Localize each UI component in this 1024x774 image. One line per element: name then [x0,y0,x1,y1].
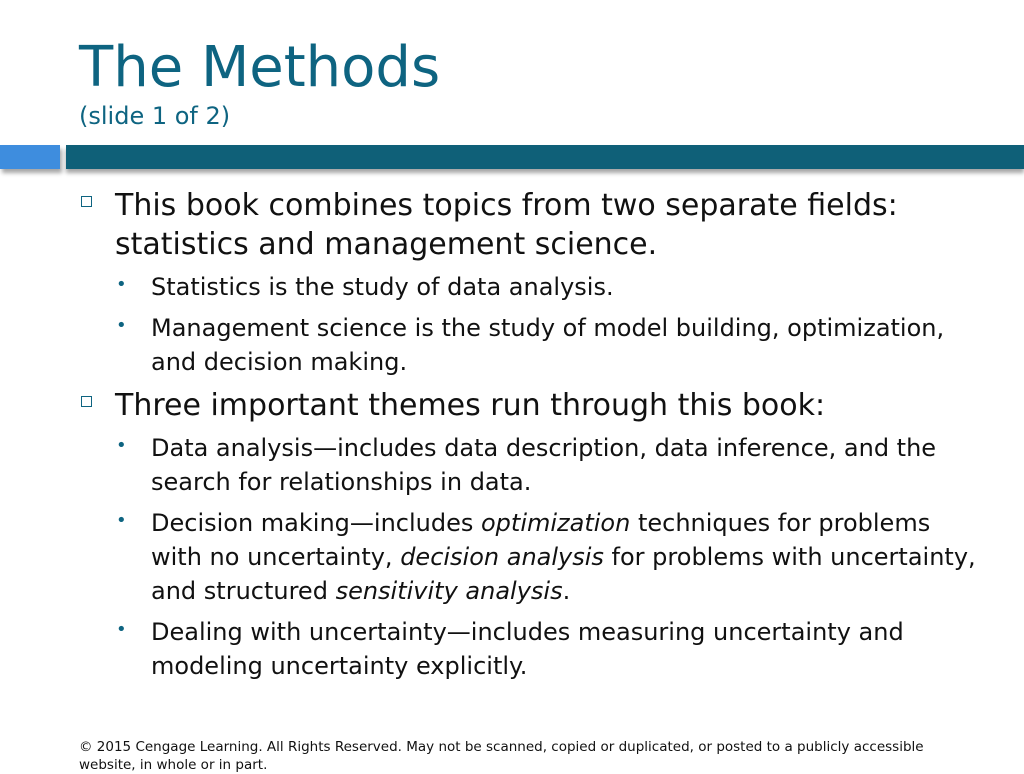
dot-bullet-icon: • [116,510,127,531]
bullet-text: Dealing with uncertainty—includes measuring uncertainty and modeling uncertainty explicitly. [151,618,904,680]
bullet-text: Data analysis—includes data description, data inference, and the search for relationships in data. [151,434,937,496]
bullet-text-italic: sensitivity analysis [335,577,563,605]
bullet-text: This book combines topics from two separate fields: statistics and management science. [115,188,898,262]
bullet-text-part: for problems with uncertainty, and structured [151,543,976,605]
bullet-level1 [79,386,979,425]
dot-bullet-icon: • [116,274,127,295]
dot-bullet-icon: • [116,315,127,336]
square-bullet-icon [81,196,92,207]
bullet-level2 [116,311,979,379]
bullet-text: Three important themes run through this book: [115,388,826,423]
bullet-level2 [116,615,979,683]
bullet-text-part: . [562,577,571,605]
bullet-text: Management science is the study of model building, optimization, and decision making. [151,314,945,376]
bullet-text-part: techniques for problems with no uncertainty, [151,509,931,571]
dot-bullet-icon: • [116,619,127,640]
square-bullet-icon [81,396,92,407]
copyright-footer: © 2015 Cengage Learning. All Rights Reserved. May not be scanned, copied or duplicated, or posted to a publicly accessible website, in whole or in part. [79,739,924,773]
bullet-text-italic: decision analysis [400,543,604,571]
title-block [79,36,440,130]
dot-bullet-icon: • [116,435,127,456]
slide-subtitle: (slide 1 of 2) [79,102,231,130]
bullet-level1 [79,186,979,264]
bullet-text-italic: optimization [481,509,631,537]
bullet-level2 [116,506,979,608]
accent-bar-left [0,145,60,169]
bullet-text-part: Decision making—includes [151,509,481,537]
accent-bar-right [66,145,1024,169]
slide-content [79,186,979,690]
bullet-level2 [116,431,979,499]
bullet-text: Statistics is the study of data analysis. [151,273,614,301]
slide-title: The Methods [79,35,441,100]
bullet-level2 [116,270,979,304]
